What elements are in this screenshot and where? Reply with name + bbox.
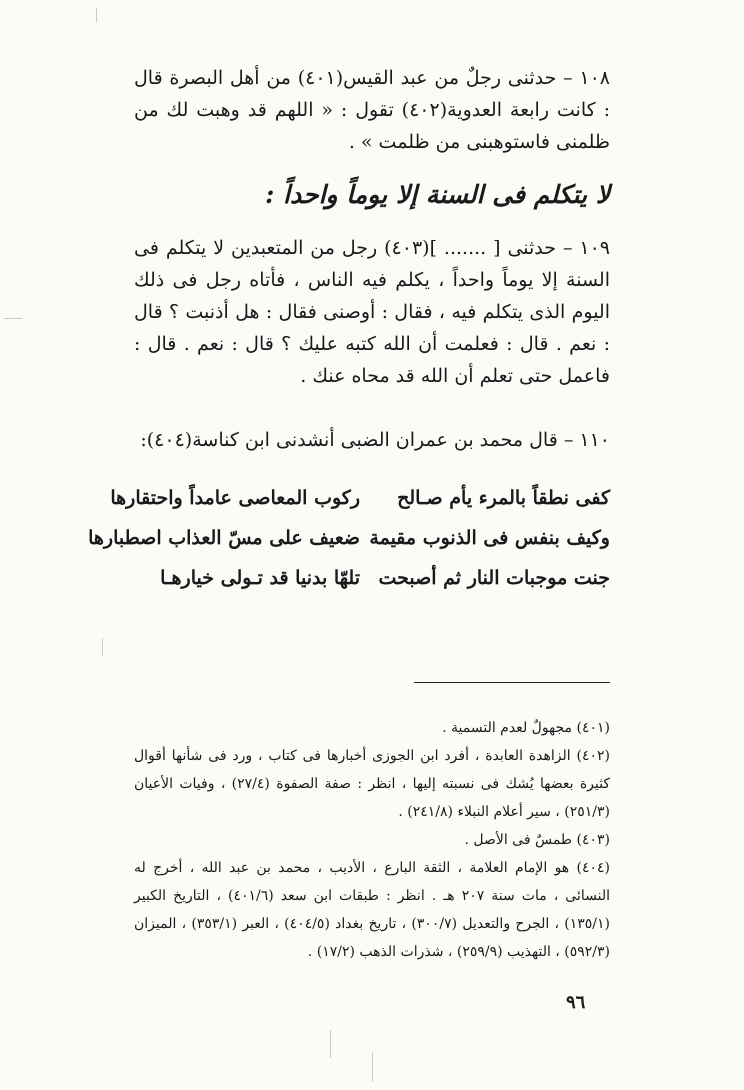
verse-second-hemistich: ركوب المعاصى عامداً واحتقارها: [110, 487, 360, 509]
verse-first-hemistich: جنت موجبات النار ثم أصبحت: [378, 567, 610, 589]
verse-line: [88, 518, 610, 558]
footnote-401: (٤٠١) مجهولٌ لعدم التسمية .: [442, 720, 610, 736]
paragraph-109: ١٠٩ – حدثنى [ ....... ](٤٠٣) رجل من المتعبدين لا يتكلم فى السنة إلا يوماً واحداً ، يكلم فيه الناس ، فأتاه رجل فى ذلك اليوم الذى يتكلم فيه ، فقال : أوصنى فقال : هل أذنبت ؟ قال : نعم . قال : فعلمت أن الله كتبه عليك ؟ قال : نعم . قال : فاعمل حتى تعلم أن الله قد محاه عنك .: [134, 237, 610, 387]
verse-second-hemistich: تلهّا بدنيا قد تـولى خيارهـا: [160, 567, 360, 589]
verse-first-hemistich: كفى نطقاً بالمرء يأم صـالح: [397, 487, 610, 509]
paragraph-108: ١٠٨ – حدثنى رجلٌ من عبد القيس(٤٠١) من أهل البصرة قال : كانت رابعة العدوية(٤٠٢) تقول : « اللهم قد وهبت لك من ظلمنى فاستوهبنى من ظلمت » .: [134, 67, 611, 153]
footnote-402: (٤٠٢) الزاهدة العابدة ، أفرد ابن الجوزى أخبارها فى كتاب ، ورد فى شأنها أقوال كثيرة بعضها يُشك فى نسبته إليها ، انظر : صفة الصفوة (٢٧/٤) ، وفيات الأعيان (٢٥١/٣) ، سير أعلام النبلاء (٢٤١/٨) .: [134, 748, 611, 820]
scan-mark: [96, 8, 97, 22]
page-number: ٩٦: [566, 992, 586, 1013]
section-heading: لا يتكلم فى السنة إلا يوماً واحداً :: [265, 180, 610, 209]
scan-mark: [372, 1052, 373, 1082]
verse-first-hemistich: وكيف بنفس فى الذنوب مقيمة: [369, 527, 610, 549]
footnote-divider: [414, 682, 610, 683]
paragraph-110: ١١٠ – قال محمد بن عمران الضبى أنشدنى ابن كناسة(٤٠٤):: [140, 429, 610, 451]
footnote-403: (٤٠٣) طمسٌ فى الأصل .: [464, 832, 610, 848]
verse-line: [110, 478, 610, 518]
footnote-404: (٤٠٤) هو الإمام العلامة ، الثقة البارع ، الأديب ، محمد بن عبد الله ، أخرج له النسائى ، مات سنة ٢٠٧ هـ . انظر : طبقات ابن سعد (٤٠١/٦) ، التاريخ الكبير (١٣٥/١) ، الجرح والتعديل (٣٠٠/٧) ، تاريخ بغداد (٤٠٤/٥) ، العبر (٣٥٣/١) ، الميزان (٥٩٢/٣) ، التهذيب (٢٥٩/٩) ، شذرات الذهب (١٧/٢) .: [134, 860, 610, 960]
scan-mark: [4, 318, 22, 319]
poem: [88, 478, 610, 598]
scan-mark: [330, 1030, 331, 1058]
scan-mark: [102, 638, 103, 656]
verse-line: [134, 558, 610, 598]
verse-second-hemistich: ضعيف على مسّ العذاب اصطبارها: [88, 527, 360, 549]
